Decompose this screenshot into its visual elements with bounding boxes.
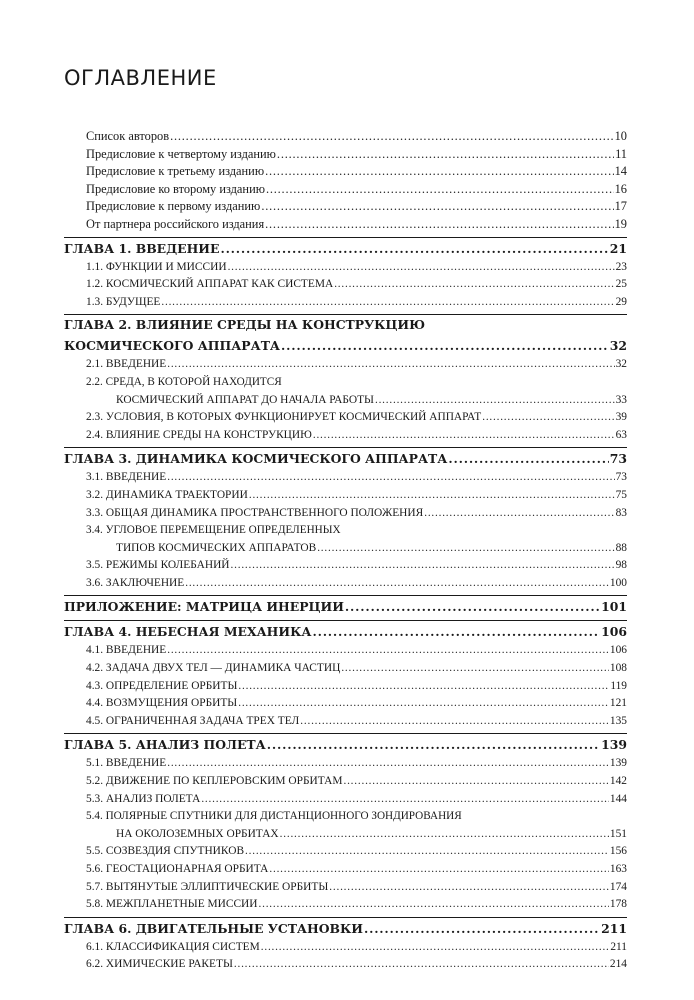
- leader-dots: [313, 427, 615, 445]
- page-number: 108: [609, 662, 627, 675]
- section-entry[interactable]: [64, 409, 627, 427]
- page-number: 106: [609, 644, 627, 657]
- page-number: 23: [615, 260, 627, 273]
- section-title: 5.3. АНАЛИЗ ПОЛЕТА: [86, 792, 201, 805]
- leader-dots: [277, 146, 614, 164]
- entry-title: Предисловие к первому изданию: [86, 199, 261, 214]
- chapter-entry[interactable]: [64, 237, 627, 259]
- toc-entry[interactable]: [64, 198, 627, 216]
- section-title: 3.1. ВВЕДЕНИЕ: [86, 471, 167, 484]
- leader-dots: [265, 163, 614, 181]
- section-title: 5.5. СОЗВЕЗДИЯ СПУТНИКОВ: [86, 845, 245, 858]
- section-title: 4.5. ОГРАНИЧЕННАЯ ЗАДАЧА ТРЕХ ТЕЛ: [86, 714, 300, 727]
- chapter-title-line[interactable]: ГЛАВА 2. ВЛИЯНИЕ СРЕДЫ НА КОНСТРУКЦИЮ: [64, 314, 627, 335]
- section-title: 2.1. ВВЕДЕНИЕ: [86, 358, 167, 371]
- section-entry[interactable]: [64, 557, 627, 575]
- section-entry[interactable]: [64, 294, 627, 312]
- section-entry[interactable]: [64, 695, 627, 713]
- section-entry[interactable]: [64, 469, 627, 487]
- leader-dots: [312, 621, 600, 642]
- table-of-contents: [64, 128, 627, 974]
- leader-dots: [345, 596, 600, 617]
- page-number: 39: [615, 411, 627, 424]
- leader-dots: [375, 392, 615, 410]
- page-number: 174: [609, 880, 627, 893]
- leader-dots: [300, 713, 609, 731]
- page-number: 101: [601, 599, 627, 615]
- chapter-title: ГЛАВА 6. ДВИГАТЕЛЬНЫЕ УСТАНОВКИ: [64, 920, 363, 936]
- section-title: НА ОКОЛОЗЕМНЫХ ОРБИТАХ: [116, 827, 279, 840]
- page-number: 83: [615, 506, 627, 519]
- section-title: 4.1. ВВЕДЕНИЕ: [86, 644, 167, 657]
- section-entry[interactable]: [64, 956, 627, 974]
- section-title: 5.1. ВВЕДЕНИЕ: [86, 757, 167, 770]
- section-title: 3.6. ЗАКЛЮЧЕНИЕ: [86, 576, 185, 589]
- toc-entry[interactable]: [64, 128, 627, 146]
- page-number: 25: [615, 278, 627, 291]
- section-entry[interactable]: [64, 755, 627, 773]
- section-title: 4.4. ВОЗМУЩЕНИЯ ОРБИТЫ: [86, 697, 238, 710]
- leader-dots: [245, 843, 609, 861]
- section-title: 5.8. МЕЖПЛАНЕТНЫЕ МИССИИ: [86, 898, 258, 911]
- leader-dots: [228, 259, 615, 277]
- leader-dots: [448, 448, 608, 469]
- leader-dots: [238, 695, 609, 713]
- section-title: 5.2. ДВИЖЕНИЕ ПО КЕПЛЕРОВСКИМ ОРБИТАМ: [86, 775, 343, 788]
- leader-dots: [259, 896, 609, 914]
- section-entry[interactable]: [64, 392, 627, 410]
- page-number: 75: [615, 488, 627, 501]
- page-number: 121: [609, 697, 627, 710]
- section-entry[interactable]: [64, 276, 627, 294]
- leader-dots: [161, 294, 614, 312]
- toc-entry[interactable]: [64, 216, 627, 234]
- page-number: 21: [609, 240, 627, 256]
- section-title: ТИПОВ КОСМИЧЕСКИХ АППАРАТОВ: [116, 541, 317, 554]
- entry-title: От партнера российского издания: [86, 216, 265, 231]
- section-title: 4.3. ОПРЕДЕЛЕНИЕ ОРБИТЫ: [86, 679, 238, 692]
- leader-dots: [231, 557, 615, 575]
- page-number: 178: [609, 898, 627, 911]
- section-entry[interactable]: [64, 713, 627, 731]
- section-title-line[interactable]: 3.4. УГЛОВОЕ ПЕРЕМЕЩЕНИЕ ОПРЕДЕЛЕННЫХ: [86, 524, 341, 537]
- appendix-title: ПРИЛОЖЕНИЕ: МАТРИЦА ИНЕРЦИИ: [64, 599, 344, 615]
- leader-dots: [329, 879, 609, 897]
- leader-dots: [185, 575, 609, 593]
- entry-title: Предисловие к четвертому изданию: [86, 146, 276, 161]
- section-entry[interactable]: [64, 487, 627, 505]
- page-number: 16: [614, 181, 627, 196]
- section-title: 3.2. ДИНАМИКА ТРАЕКТОРИИ: [86, 488, 248, 501]
- section-title: 2.4. ВЛИЯНИЕ СРЕДЫ НА КОНСТРУКЦИЮ: [86, 428, 312, 441]
- section-title: 5.7. ВЫТЯНУТЫЕ ЭЛЛИПТИЧЕСКИЕ ОРБИТЫ: [86, 880, 329, 893]
- chapter-title: КОСМИЧЕСКОГО АППАРАТА: [64, 338, 281, 354]
- leader-dots: [266, 181, 614, 199]
- page-number: 33: [615, 393, 627, 406]
- section-entry[interactable]: [64, 575, 627, 593]
- section-title-line[interactable]: 5.4. ПОЛЯРНЫЕ СПУТНИКИ ДЛЯ ДИСТАНЦИОННОГО ЗОНДИРОВАНИЯ: [86, 810, 462, 823]
- page-number: 32: [615, 358, 627, 371]
- leader-dots: [267, 734, 600, 755]
- leader-dots: [269, 861, 609, 879]
- page-number: 119: [610, 679, 627, 692]
- chapter-title: ГЛАВА 4. НЕБЕСНАЯ МЕХАНИКА: [64, 624, 312, 640]
- chapter-entry[interactable]: [64, 733, 627, 755]
- leader-dots: [261, 198, 613, 216]
- page-number: 100: [609, 576, 627, 589]
- page-number: 163: [609, 863, 627, 875]
- section-entry[interactable]: [64, 540, 627, 558]
- page-number: 63: [615, 428, 627, 441]
- section-entry[interactable]: [64, 896, 627, 914]
- chapter-entry[interactable]: [64, 917, 627, 939]
- section-title: 2.3. УСЛОВИЯ, В КОТОРЫХ ФУНКЦИОНИРУЕТ КОСМИЧЕСКИЙ АППАРАТ: [86, 411, 482, 424]
- section-title: 1.1. ФУНКЦИИ И МИССИИ: [86, 260, 227, 273]
- section-entry[interactable]: [64, 939, 627, 957]
- section-entry[interactable]: [64, 642, 627, 660]
- toc-entry[interactable]: [64, 181, 627, 199]
- page-number: 139: [601, 737, 627, 753]
- section-title: 1.3. БУДУЩЕЕ: [86, 295, 161, 308]
- section-title: КОСМИЧЕСКИЙ АППАРАТ ДО НАЧАЛА РАБОТЫ: [116, 393, 374, 406]
- page-number: 88: [615, 541, 627, 554]
- page-number: 73: [615, 471, 627, 484]
- section-title: 6.2. ХИМИЧЕСКИЕ РАКЕТЫ: [86, 958, 233, 971]
- section-entry[interactable]: [64, 879, 627, 897]
- page-number: 11: [615, 146, 627, 161]
- page-number: 151: [609, 827, 627, 840]
- page-number: 106: [601, 624, 627, 640]
- page-number: 144: [609, 792, 627, 805]
- toc-entry[interactable]: [64, 146, 627, 164]
- leader-dots: [167, 469, 614, 487]
- leader-dots: [170, 128, 614, 146]
- leader-dots: [364, 918, 600, 939]
- section-entry[interactable]: [64, 861, 627, 879]
- section-entry[interactable]: [64, 826, 627, 844]
- leader-dots: [261, 939, 610, 957]
- leader-dots: [265, 216, 613, 234]
- leader-dots: [341, 660, 609, 678]
- page-number: 10: [614, 129, 627, 143]
- page-number: 73: [609, 451, 627, 467]
- section-entry[interactable]: [64, 505, 627, 523]
- leader-dots: [280, 826, 609, 844]
- section-title: 3.5. РЕЖИМЫ КОЛЕБАНИЙ: [86, 559, 230, 572]
- section-entry[interactable]: [64, 259, 627, 277]
- leader-dots: [424, 505, 614, 523]
- entry-title: Список авторов: [86, 129, 170, 143]
- leader-dots: [238, 678, 609, 696]
- page-number: 98: [615, 559, 627, 572]
- page-number: 32: [609, 338, 627, 354]
- leader-dots: [220, 238, 608, 259]
- chapter-title: ГЛАВА 1. ВВЕДЕНИЕ: [64, 240, 220, 256]
- leader-dots: [482, 409, 614, 427]
- page-title: ОГЛАВЛЕНИЕ: [64, 66, 217, 90]
- section-title: 1.2. КОСМИЧЕСКИЙ АППАРАТ КАК СИСТЕМА: [86, 278, 334, 291]
- section-entry[interactable]: [64, 843, 627, 861]
- leader-dots: [343, 773, 608, 791]
- page-number: 156: [609, 845, 627, 858]
- section-entry[interactable]: [64, 660, 627, 678]
- chapter-title: ГЛАВА 3. ДИНАМИКА КОСМИЧЕСКОГО АППАРАТА: [64, 451, 448, 467]
- page-number: 211: [601, 920, 627, 936]
- toc-entry[interactable]: [64, 163, 627, 181]
- entry-title: Предисловие ко второму изданию: [86, 181, 265, 196]
- chapter-entry[interactable]: [64, 335, 627, 356]
- leader-dots: [334, 276, 614, 294]
- section-entry[interactable]: [64, 773, 627, 791]
- leader-dots: [281, 335, 609, 356]
- page-number: 142: [609, 775, 627, 788]
- section-entry[interactable]: [64, 791, 627, 809]
- page-number: 17: [614, 199, 627, 214]
- chapter-title: ГЛАВА 5. АНАЛИЗ ПОЛЕТА: [64, 737, 266, 753]
- leader-dots: [234, 956, 609, 974]
- section-title: 5.6. ГЕОСТАЦИОНАРНАЯ ОРБИТА: [86, 863, 269, 875]
- chapter-entry[interactable]: [64, 447, 627, 469]
- section-title: 3.3. ОБЩАЯ ДИНАМИКА ПРОСТРАНСТВЕННОГО ПОЛОЖЕНИЯ: [86, 506, 424, 519]
- page-number: 19: [614, 216, 627, 231]
- leader-dots: [317, 540, 614, 558]
- page-number: 14: [614, 164, 627, 179]
- leader-dots: [249, 487, 615, 505]
- chapter-entry[interactable]: [64, 620, 627, 642]
- section-title-line[interactable]: 2.2. СРЕДА, В КОТОРОЙ НАХОДИТСЯ: [86, 375, 282, 388]
- section-entry[interactable]: [64, 427, 627, 445]
- leader-dots: [201, 791, 609, 809]
- page-number: 139: [609, 757, 627, 770]
- section-entry[interactable]: [64, 356, 627, 374]
- page-number: 211: [610, 940, 627, 953]
- page-number: 214: [609, 958, 627, 971]
- leader-dots: [167, 755, 609, 773]
- section-title: 6.1. КЛАССИФИКАЦИЯ СИСТЕМ: [86, 940, 260, 953]
- leader-dots: [167, 642, 609, 660]
- page-number: 29: [615, 295, 627, 308]
- section-entry[interactable]: [64, 678, 627, 696]
- section-title: 4.2. ЗАДАЧА ДВУХ ТЕЛ — ДИНАМИКА ЧАСТИЦ: [86, 662, 341, 675]
- page-number: 135: [609, 714, 627, 727]
- appendix-entry[interactable]: [64, 595, 627, 617]
- entry-title: Предисловие к третьему изданию: [86, 164, 265, 179]
- leader-dots: [167, 356, 614, 374]
